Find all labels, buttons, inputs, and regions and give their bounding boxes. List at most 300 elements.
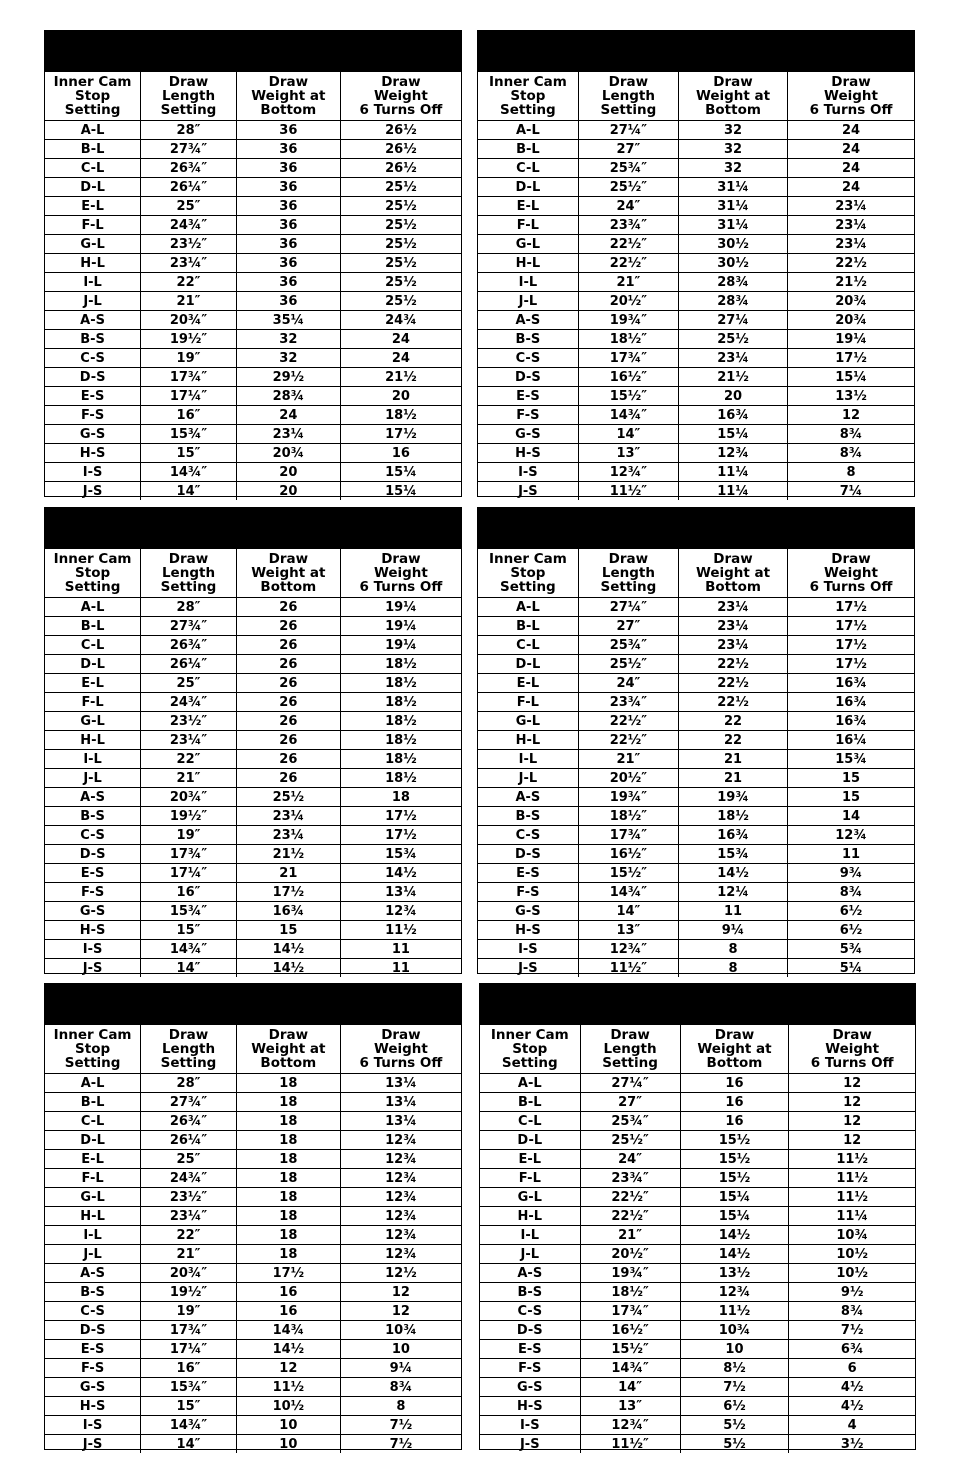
column-header-line: Weight — [373, 565, 428, 581]
cell-stop-setting: H-S — [45, 921, 141, 940]
cell-weight-6-turns-off: 17½ — [340, 425, 461, 444]
table-row — [478, 693, 914, 712]
cell-weight-bottom: 14½ — [236, 940, 340, 959]
table-row — [478, 406, 914, 425]
cell-stop-setting: A-S — [478, 788, 578, 807]
cell-stop-setting: I-S — [45, 463, 141, 482]
cell-weight-6-turns-off: 18½ — [340, 750, 461, 769]
column-header-stop-setting — [45, 549, 141, 598]
column-header-line: Stop — [510, 565, 546, 581]
spec-table — [45, 1025, 461, 1453]
cell-draw-length: 20¾″ — [141, 788, 237, 807]
cell-weight-6-turns-off: 11½ — [789, 1169, 915, 1188]
cell-weight-bottom: 21 — [236, 864, 340, 883]
table-row — [478, 674, 914, 693]
cell-draw-length: 21″ — [141, 292, 237, 311]
cell-stop-setting: B-S — [45, 1283, 141, 1302]
cell-draw-length: 25¾″ — [578, 636, 678, 655]
cell-weight-bottom: 36 — [236, 121, 340, 140]
cell-stop-setting: B-L — [478, 617, 578, 636]
cell-weight-bottom: 29½ — [236, 368, 340, 387]
column-header-line: Weight — [373, 88, 428, 104]
cell-weight-bottom: 23¼ — [679, 349, 788, 368]
cell-weight-bottom: 16¾ — [679, 406, 788, 425]
cell-weight-bottom: 6½ — [680, 1397, 789, 1416]
cell-weight-6-turns-off: 8 — [788, 463, 914, 482]
cell-draw-length: 23¼″ — [141, 254, 237, 273]
cell-weight-6-turns-off: 11½ — [789, 1150, 915, 1169]
cell-draw-length: 14″ — [141, 959, 237, 978]
cell-weight-6-turns-off: 23¼ — [788, 216, 914, 235]
cell-draw-length: 27¼″ — [580, 1074, 680, 1093]
cell-weight-6-turns-off: 10¾ — [340, 1321, 461, 1340]
table-row — [480, 1207, 915, 1226]
cell-stop-setting: E-S — [478, 864, 578, 883]
cell-weight-bottom: 15¼ — [679, 425, 788, 444]
cell-weight-bottom: 8 — [679, 959, 788, 978]
cell-weight-6-turns-off: 15¼ — [788, 368, 914, 387]
cell-weight-bottom: 32 — [236, 349, 340, 368]
column-header-line: Draw — [168, 74, 209, 90]
cell-stop-setting: H-L — [45, 731, 141, 750]
cell-draw-length: 22½″ — [580, 1188, 680, 1207]
cell-stop-setting: J-L — [45, 769, 141, 788]
column-header-line: Draw — [831, 551, 871, 567]
table-row — [478, 140, 914, 159]
cell-draw-length: 23¾″ — [578, 693, 678, 712]
cell-stop-setting: C-S — [45, 826, 141, 845]
cell-stop-setting: B-S — [45, 330, 141, 349]
table-row — [45, 235, 461, 254]
cell-weight-bottom: 31¼ — [679, 197, 788, 216]
cell-weight-6-turns-off: 10 — [340, 1340, 461, 1359]
cell-weight-bottom: 18 — [236, 1207, 340, 1226]
cell-weight-6-turns-off: 17½ — [788, 349, 914, 368]
cell-weight-6-turns-off: 3½ — [789, 1435, 915, 1454]
column-header-line: Draw — [831, 74, 871, 90]
table-row — [45, 655, 461, 674]
cell-weight-6-turns-off: 7¼ — [788, 482, 914, 501]
table-row — [45, 330, 461, 349]
cell-stop-setting: F-S — [45, 406, 141, 425]
cell-draw-length: 19½″ — [141, 807, 237, 826]
table-row — [480, 1074, 915, 1093]
cell-draw-length: 14″ — [578, 902, 678, 921]
table-row — [480, 1169, 915, 1188]
cell-stop-setting: E-S — [45, 1340, 141, 1359]
cell-stop-setting: C-L — [45, 636, 141, 655]
cell-draw-length: 27¾″ — [141, 617, 237, 636]
table-row — [45, 159, 461, 178]
cell-weight-6-turns-off: 20¾ — [788, 292, 914, 311]
column-header-line: Inner Cam — [488, 551, 567, 567]
table-row — [45, 1226, 461, 1245]
cell-weight-6-turns-off: 6½ — [788, 921, 914, 940]
cell-weight-6-turns-off: 13¼ — [340, 1093, 461, 1112]
cell-weight-6-turns-off: 6¾ — [789, 1340, 915, 1359]
column-header-line: Stop — [75, 565, 111, 581]
cell-stop-setting: F-S — [478, 883, 578, 902]
cell-draw-length: 16½″ — [580, 1321, 680, 1340]
cell-weight-bottom: 22½ — [679, 674, 788, 693]
cell-stop-setting: H-S — [45, 444, 141, 463]
cell-weight-bottom: 14½ — [236, 1340, 340, 1359]
table-row — [478, 655, 914, 674]
cell-weight-6-turns-off: 17½ — [788, 617, 914, 636]
column-header-line: Draw — [713, 74, 753, 90]
cell-weight-6-turns-off: 24 — [788, 121, 914, 140]
column-header-weight-6-turns-off — [788, 72, 914, 121]
column-header-line: 6 Turns Off — [359, 579, 443, 595]
cell-stop-setting: D-S — [478, 368, 578, 387]
table-row — [45, 406, 461, 425]
table-row — [480, 1302, 915, 1321]
cell-weight-6-turns-off: 16 — [340, 444, 461, 463]
cell-weight-bottom: 12¼ — [679, 883, 788, 902]
cell-weight-bottom: 28¾ — [679, 273, 788, 292]
column-header-line: Setting — [64, 102, 121, 118]
cell-weight-bottom: 36 — [236, 254, 340, 273]
cell-weight-bottom: 23¼ — [236, 826, 340, 845]
column-header-stop-setting — [478, 72, 578, 121]
cell-weight-6-turns-off: 12½ — [340, 1264, 461, 1283]
table-row — [45, 349, 461, 368]
cell-weight-6-turns-off: 8¾ — [788, 425, 914, 444]
cell-draw-length: 17¾″ — [141, 368, 237, 387]
cell-weight-bottom: 36 — [236, 159, 340, 178]
cell-stop-setting: A-L — [478, 598, 578, 617]
cell-weight-6-turns-off: 15 — [788, 788, 914, 807]
column-header-line: Stop — [75, 1041, 111, 1057]
cell-weight-bottom: 26 — [236, 712, 340, 731]
cell-stop-setting: C-L — [478, 159, 578, 178]
cell-weight-bottom: 18 — [236, 1150, 340, 1169]
cell-stop-setting: A-S — [480, 1264, 580, 1283]
table-row — [478, 235, 914, 254]
cell-weight-bottom: 23¼ — [679, 617, 788, 636]
cell-stop-setting: J-S — [45, 959, 141, 978]
column-header-line: Stop — [510, 88, 546, 104]
table-row — [478, 807, 914, 826]
cell-weight-6-turns-off: 18½ — [340, 731, 461, 750]
cell-weight-bottom: 23¼ — [679, 598, 788, 617]
cell-weight-6-turns-off: 20¾ — [788, 311, 914, 330]
cell-weight-6-turns-off: 8¾ — [788, 883, 914, 902]
column-header-line: Draw — [608, 74, 649, 90]
cell-weight-6-turns-off: 9¾ — [788, 864, 914, 883]
cell-draw-length: 24″ — [578, 674, 678, 693]
cell-weight-6-turns-off: 13½ — [788, 387, 914, 406]
cell-weight-bottom: 31¼ — [679, 178, 788, 197]
column-header-line: Weight at — [251, 88, 326, 104]
cell-stop-setting: J-S — [480, 1435, 580, 1454]
cell-weight-bottom: 26 — [236, 636, 340, 655]
table-row — [45, 311, 461, 330]
cell-draw-length: 17¾″ — [578, 826, 678, 845]
cell-weight-6-turns-off: 4½ — [789, 1397, 915, 1416]
cell-weight-6-turns-off: 26½ — [340, 140, 461, 159]
table-row — [45, 482, 461, 501]
cell-weight-6-turns-off: 12 — [789, 1074, 915, 1093]
cell-weight-bottom: 10 — [680, 1340, 789, 1359]
cell-weight-6-turns-off: 25½ — [340, 292, 461, 311]
column-header-line: Draw — [268, 1027, 309, 1043]
column-header-line: Weight — [824, 565, 878, 581]
cell-draw-length: 17¾″ — [141, 845, 237, 864]
cell-weight-6-turns-off: 9½ — [789, 1283, 915, 1302]
column-header-line: Draw — [381, 551, 421, 567]
cell-weight-bottom: 10¾ — [680, 1321, 789, 1340]
column-header-line: Stop — [75, 88, 111, 104]
column-header-line: Length — [601, 88, 655, 104]
column-header-line: Inner Cam — [490, 1027, 569, 1043]
cell-draw-length: 17¾″ — [578, 349, 678, 368]
cell-weight-6-turns-off: 11½ — [789, 1188, 915, 1207]
cell-draw-length: 27″ — [580, 1093, 680, 1112]
cell-weight-6-turns-off: 8¾ — [340, 1378, 461, 1397]
cell-weight-6-turns-off: 14½ — [340, 864, 461, 883]
cell-weight-6-turns-off: 26½ — [340, 121, 461, 140]
cell-stop-setting: G-L — [45, 235, 141, 254]
cell-draw-length: 25¾″ — [578, 159, 678, 178]
cell-stop-setting: H-L — [478, 254, 578, 273]
table-row — [480, 1321, 915, 1340]
cell-draw-length: 16½″ — [578, 845, 678, 864]
cell-weight-6-turns-off: 13¼ — [340, 1074, 461, 1093]
cell-weight-bottom: 26 — [236, 598, 340, 617]
cell-draw-length: 28″ — [141, 1074, 237, 1093]
cell-stop-setting: I-S — [478, 463, 578, 482]
cell-weight-bottom: 25½ — [236, 788, 340, 807]
cell-stop-setting: A-S — [45, 311, 141, 330]
table-row — [480, 1131, 915, 1150]
table-row — [45, 826, 461, 845]
column-header-weight-bottom — [236, 72, 340, 121]
cell-weight-6-turns-off: 4 — [789, 1416, 915, 1435]
spec-table — [480, 1025, 915, 1453]
column-header-line: Setting — [602, 1055, 658, 1071]
cell-draw-length: 18½″ — [578, 330, 678, 349]
table-row — [478, 883, 914, 902]
table-row — [478, 712, 914, 731]
column-header-stop-setting — [45, 72, 141, 121]
cell-weight-6-turns-off: 12¾ — [340, 1131, 461, 1150]
column-header-draw-length — [141, 549, 237, 598]
cell-draw-length: 13″ — [578, 444, 678, 463]
table-row — [45, 1283, 461, 1302]
cell-stop-setting: I-S — [478, 940, 578, 959]
cell-draw-length: 19″ — [141, 349, 237, 368]
table-row — [45, 1416, 461, 1435]
cell-weight-6-turns-off: 11 — [340, 940, 461, 959]
cell-stop-setting: F-L — [45, 216, 141, 235]
cell-stop-setting: F-L — [45, 693, 141, 712]
column-header-draw-length — [578, 549, 678, 598]
panel-header-bar — [478, 508, 914, 549]
cell-weight-bottom: 18 — [236, 1112, 340, 1131]
cell-stop-setting: G-S — [45, 1378, 141, 1397]
cell-draw-length: 15¾″ — [141, 902, 237, 921]
table-row — [45, 617, 461, 636]
column-header-line: Draw — [168, 551, 209, 567]
cell-weight-bottom: 15½ — [680, 1169, 789, 1188]
cell-weight-bottom: 18 — [236, 1245, 340, 1264]
cell-stop-setting: F-S — [480, 1359, 580, 1378]
cell-weight-bottom: 20¾ — [236, 444, 340, 463]
cell-stop-setting: H-S — [478, 444, 578, 463]
column-header-line: Setting — [500, 579, 556, 595]
column-header-weight-6-turns-off — [340, 549, 461, 598]
table-row — [45, 425, 461, 444]
table-row — [45, 1131, 461, 1150]
cell-weight-bottom: 36 — [236, 178, 340, 197]
table-row — [45, 140, 461, 159]
cell-weight-bottom: 26 — [236, 617, 340, 636]
cell-draw-length: 22″ — [141, 750, 237, 769]
cell-draw-length: 26¼″ — [141, 1131, 237, 1150]
cell-stop-setting: H-S — [45, 1397, 141, 1416]
cell-weight-6-turns-off: 6½ — [788, 902, 914, 921]
cell-weight-bottom: 18 — [236, 1169, 340, 1188]
table-row — [478, 902, 914, 921]
cell-weight-6-turns-off: 19¼ — [788, 330, 914, 349]
cell-weight-bottom: 16 — [680, 1112, 789, 1131]
table-row — [45, 1264, 461, 1283]
cell-weight-6-turns-off: 14 — [788, 807, 914, 826]
column-header-weight-6-turns-off — [788, 549, 914, 598]
cell-draw-length: 19″ — [141, 1302, 237, 1321]
cell-weight-6-turns-off: 19¼ — [340, 617, 461, 636]
cell-stop-setting: E-L — [45, 197, 141, 216]
cell-stop-setting: D-S — [480, 1321, 580, 1340]
cell-weight-6-turns-off: 25½ — [340, 216, 461, 235]
cell-weight-bottom: 8½ — [680, 1359, 789, 1378]
cell-weight-6-turns-off: 18½ — [340, 655, 461, 674]
table-row — [45, 807, 461, 826]
cell-stop-setting: J-S — [478, 482, 578, 501]
cell-draw-length: 11½″ — [578, 482, 678, 501]
cell-weight-bottom: 23¼ — [236, 425, 340, 444]
cell-weight-bottom: 10 — [236, 1416, 340, 1435]
column-header-stop-setting — [478, 549, 578, 598]
cell-draw-length: 14¾″ — [578, 883, 678, 902]
table-row — [478, 292, 914, 311]
cell-weight-6-turns-off: 12¾ — [788, 826, 914, 845]
table-row — [478, 121, 914, 140]
column-header-line: Inner Cam — [53, 1027, 132, 1043]
table-row — [45, 845, 461, 864]
cell-stop-setting: E-S — [480, 1340, 580, 1359]
header-row — [478, 72, 914, 121]
cell-weight-6-turns-off: 17½ — [788, 636, 914, 655]
cell-weight-6-turns-off: 24 — [340, 349, 461, 368]
table-row — [45, 1207, 461, 1226]
column-header-stop-setting — [480, 1025, 580, 1074]
column-header-line: Bottom — [705, 102, 761, 118]
cell-weight-6-turns-off: 12 — [788, 406, 914, 425]
cell-weight-6-turns-off: 7½ — [340, 1435, 461, 1454]
column-header-weight-bottom — [679, 549, 788, 598]
table-row — [45, 254, 461, 273]
cell-draw-length: 23¾″ — [580, 1169, 680, 1188]
cell-weight-bottom: 5½ — [680, 1435, 789, 1454]
cell-weight-bottom: 32 — [679, 121, 788, 140]
cell-draw-length: 25″ — [141, 197, 237, 216]
cell-draw-length: 15½″ — [580, 1340, 680, 1359]
column-header-line: Bottom — [260, 1055, 317, 1071]
cell-weight-bottom: 20 — [236, 482, 340, 501]
table-row — [45, 197, 461, 216]
table-row — [480, 1264, 915, 1283]
cell-weight-bottom: 36 — [236, 235, 340, 254]
cell-weight-bottom: 10 — [236, 1435, 340, 1454]
cell-draw-length: 21″ — [578, 750, 678, 769]
cell-weight-bottom: 15¾ — [679, 845, 788, 864]
cell-stop-setting: G-L — [478, 712, 578, 731]
table-row — [45, 121, 461, 140]
table-row — [478, 731, 914, 750]
cell-stop-setting: H-S — [478, 921, 578, 940]
cell-weight-6-turns-off: 16¾ — [788, 693, 914, 712]
table-row — [45, 1188, 461, 1207]
cell-stop-setting: B-S — [478, 330, 578, 349]
cell-draw-length: 21″ — [580, 1226, 680, 1245]
cell-draw-length: 20½″ — [578, 769, 678, 788]
cell-weight-bottom: 16¾ — [679, 826, 788, 845]
cell-weight-bottom: 11½ — [680, 1302, 789, 1321]
cell-weight-bottom: 22 — [679, 731, 788, 750]
cell-weight-bottom: 18 — [236, 1093, 340, 1112]
cell-weight-bottom: 26 — [236, 674, 340, 693]
cell-weight-bottom: 8 — [679, 940, 788, 959]
cell-weight-6-turns-off: 12¾ — [340, 1207, 461, 1226]
cell-weight-bottom: 15½ — [680, 1150, 789, 1169]
cell-weight-6-turns-off: 15¼ — [340, 482, 461, 501]
cell-draw-length: 26¾″ — [141, 1112, 237, 1131]
cell-weight-6-turns-off: 18½ — [340, 674, 461, 693]
cell-stop-setting: G-L — [478, 235, 578, 254]
table-row — [480, 1283, 915, 1302]
cell-draw-length: 27¼″ — [578, 121, 678, 140]
cell-weight-6-turns-off: 23¼ — [788, 235, 914, 254]
table-row — [478, 368, 914, 387]
cell-weight-6-turns-off: 24 — [340, 330, 461, 349]
table-row — [478, 788, 914, 807]
cell-weight-bottom: 32 — [679, 140, 788, 159]
cell-stop-setting: D-L — [45, 655, 141, 674]
column-header-weight-6-turns-off — [340, 72, 461, 121]
cell-stop-setting: F-L — [478, 216, 578, 235]
column-header-line: Draw — [832, 1027, 872, 1043]
cell-draw-length: 19¾″ — [578, 311, 678, 330]
cell-stop-setting: I-L — [478, 750, 578, 769]
cell-draw-length: 15½″ — [578, 387, 678, 406]
cell-draw-length: 14″ — [141, 1435, 237, 1454]
cell-stop-setting: C-L — [478, 636, 578, 655]
column-header-line: Stop — [512, 1041, 548, 1057]
table-row — [45, 769, 461, 788]
cell-stop-setting: D-S — [45, 368, 141, 387]
cell-draw-length: 20¾″ — [141, 311, 237, 330]
table-row — [480, 1150, 915, 1169]
cell-stop-setting: J-S — [45, 482, 141, 501]
cell-weight-6-turns-off: 8 — [340, 1397, 461, 1416]
header-row — [478, 549, 914, 598]
cell-weight-6-turns-off: 22½ — [788, 254, 914, 273]
cell-weight-bottom: 11 — [679, 902, 788, 921]
cell-draw-length: 15″ — [141, 444, 237, 463]
column-header-line: Weight — [373, 1041, 428, 1057]
